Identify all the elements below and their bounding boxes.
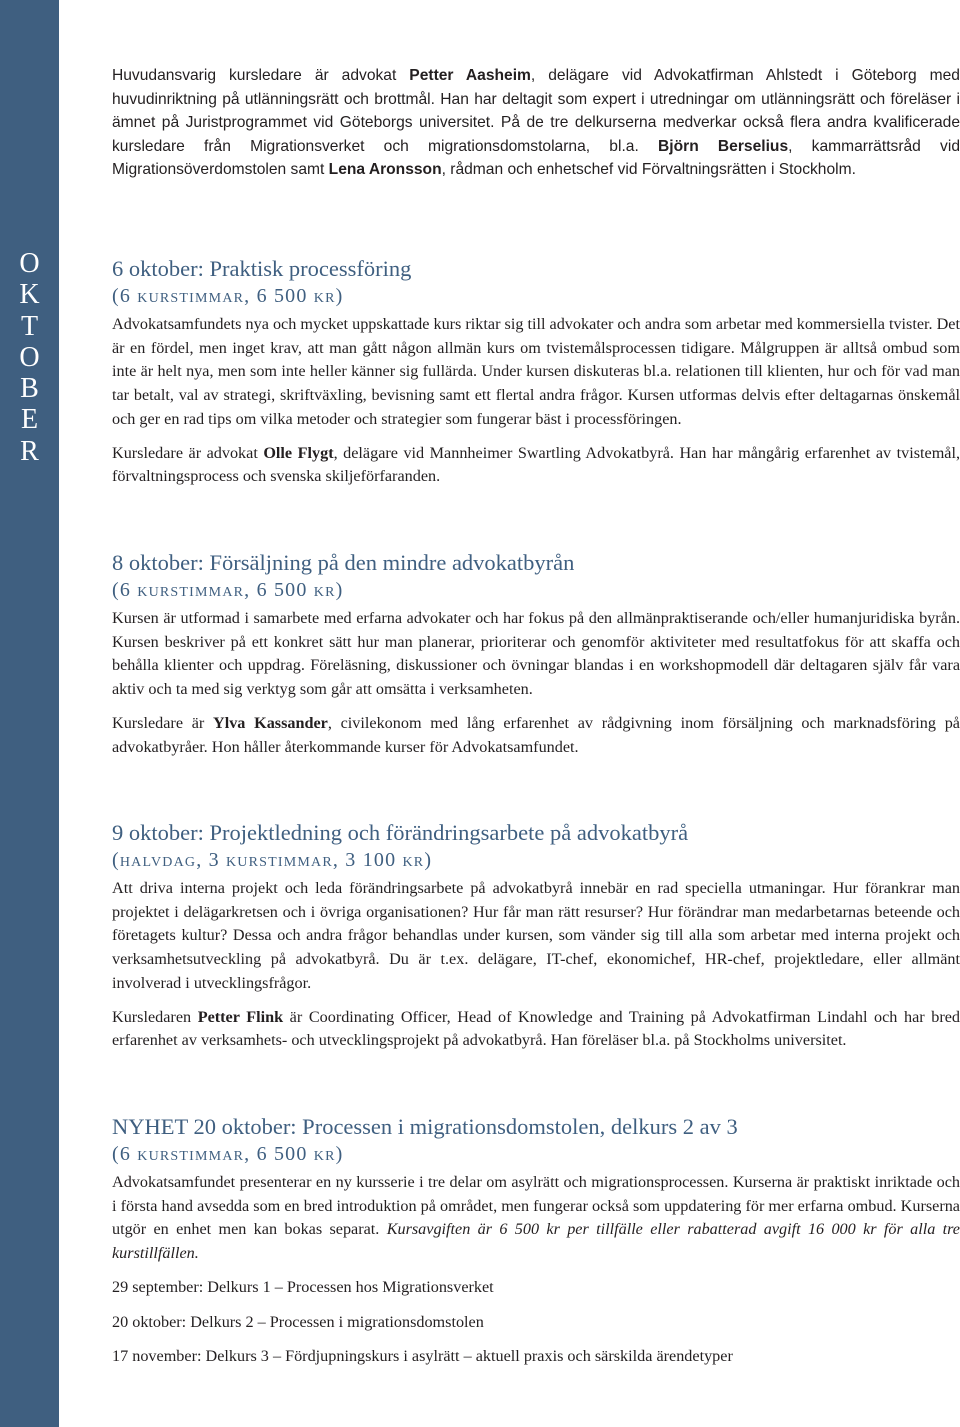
leader-text: Kursledare är: [112, 713, 214, 732]
course-title: 9 oktober: Projektledning och förändringsarbete på advokatbyrå: [112, 820, 689, 845]
course-meta: (6 kurstimmar, 6 500 kr): [112, 285, 344, 307]
intro-section: [112, 64, 960, 182]
course-description: Att driva interna projekt och leda förändringsarbete på advokatbyrå innebär en rad speciella utmaningar. Hur förankrar man projektet i delägarkretsen och i övriga organisationen? Hur får man rätt resurser? Hur förändrar man medarbetarnas beteende och företagets kultur? Dessa och andra frågor behandlas under kursen, som vänder sig till alla som arbetar med interna projekt och verksamhetsutveckling på advokatbyrå. Du är t.ex. delägare, IT-chef, ekonomichef, HR-chef, projektledare, eller allmänt involverad i utvecklingsfrågor.: [112, 879, 960, 992]
course-title: 6 oktober: Praktisk processföring: [112, 256, 412, 281]
leader-text: , civilekonom med lång erfarenhet av rådgivning inom försäljning och marknadsföring på advokatbyråer. Hon håller återkommande kurser för Advokatsamfundet.: [112, 713, 960, 756]
course-description: [112, 1171, 960, 1266]
month-letter: B: [20, 373, 39, 405]
month-letter: O: [19, 248, 40, 279]
course-text: Advokatsamfundet presenterar en ny kursserie i tre delar om asylrätt och migrationsprocessen. Kurserna är praktiskt inriktade och i första hand avsedda som en bred introduktion på området, men fungerar också som uppdatering för mer erfarna ombud. Kurserna utgör en enhet men kan bokas separat.: [112, 1173, 960, 1239]
schedule-item: 29 september: Delkurs 1 – Processen hos Migrationsverket: [112, 1277, 494, 1296]
course-description: Kursen är utformad i samarbete med erfarna advokater och har fokus på den allmänpraktiserande och/eller humanjuridiska byrån. Kursen beskriver på ett konkret sätt hur man planerar, prioriterar och genomför aktiviteter med resultatfokus för att skaffa och behålla klienter och uppdrag. Föreläsning, diskussioner och övningar blandas i en workshopmodell där deltagaren själv får vara aktiv och ta med sig verktyg som går att omsätta i verksamheten.: [112, 609, 960, 699]
leader-name: Petter Aasheim: [409, 67, 531, 84]
course-title: NYHET 20 oktober: Processen i migrationsdomstolen, delkurs 2 av 3: [112, 1114, 738, 1139]
month-letter: T: [20, 310, 39, 342]
month-label-vertical: [0, 248, 59, 467]
course-schedule: [112, 1276, 960, 1369]
leader-name: Lena Aronsson: [328, 161, 442, 179]
leader-text: Kursledare är advokat: [112, 443, 264, 462]
leader-name: Björn Berselius: [658, 137, 789, 155]
schedule-item: 20 oktober: Delkurs 2 – Processen i migrationsdomstolen: [112, 1312, 484, 1331]
intro-text: , delägare vid Advokatfirman Ahlstedt i Göteborg med huvudinriktning på utlänningsrätt och brottmål. Han har deltagit som expert i utredningar om utlänningsrätt och föreläser i ämnet på Juristprogrammet vid Göteborgs universitet. På de tre delkurserna medverkar också flera andra kvalificerade kursledare från Migrationsverket och migrationsdomstolarna, bl.a.: [112, 67, 960, 155]
course-section: [112, 1113, 960, 1380]
course-meta: (6 kurstimmar, 6 500 kr): [112, 1143, 344, 1165]
leader-name: Petter Flink: [197, 1007, 284, 1026]
course-section: [112, 255, 960, 489]
intro-paragraph: [112, 64, 960, 182]
schedule-item: 17 november: Delkurs 3 – Fördjupningskurs i asylrätt – aktuell praxis och särskilda ärendetyper: [112, 1347, 733, 1366]
course-leader: [112, 442, 960, 489]
intro-text: , rådman och enhetschef vid Förvaltningsrätten i Stockholm.: [441, 161, 856, 179]
intro-text: , kammarrättsråd vid Migrationsöverdomstolen samt: [112, 137, 960, 179]
leader-name: Ylva Kassander: [213, 713, 328, 732]
month-sidebar: [0, 0, 59, 1427]
course-leader: [112, 1006, 960, 1053]
course-section: [112, 549, 960, 759]
course-title: 8 oktober: Försäljning på den mindre advokatbyrån: [112, 550, 575, 575]
leader-name: Olle Flygt: [263, 443, 334, 462]
month-letter: O: [19, 341, 40, 373]
course-description: Advokatsamfundets nya och mycket uppskattade kurs riktar sig till advokater och andra som arbetar med kommersiella tvister. Det är en fördel, men inget krav, att man gått någon allmän kurs om tvistemålsprocessen tidigare. Målgruppen är alltså ombud som inte är helt nya, men som inte heller känner sig fullärda. Under kursen diskuteras bl.a. relationen till klienten, hur och för vad man tar betalt, val av strategi, skriftväxling, bevisning samt ett flertal andra frågor. Kursen utformas delvis efter deltagarnas önskemål och ger en rad tips om vilka metoder och strategier som fungerar bäst i processföringen.: [112, 315, 960, 428]
leader-text: Kursledaren: [112, 1007, 198, 1026]
month-letter: E: [20, 404, 39, 436]
month-letter: R: [20, 435, 39, 467]
intro-text: Huvudansvarig kursledare är advokat: [112, 67, 410, 84]
course-price-note: Kursavgiften är 6 500 kr per tillfälle eller rabatterad avgift 16 000 kr för alla tre kurstillfällen.: [112, 1220, 960, 1263]
leader-text: , delägare vid Mannheimer Swartling Advokatbyrå. Han har mångårig erfarenhet av tvistemål, förvaltningsprocess och svenska skiljeförfaranden.: [112, 443, 960, 486]
course-leader: [112, 712, 960, 759]
leader-text: är Coordinating Officer, Head of Knowledge and Training på Advokatfirman Lindahl och har bred erfarenhet av verksamhets- och utvecklingsprojekt på advokatbyrå. Han föreläser bl.a. på Stockholms universitet.: [112, 1007, 960, 1050]
course-section: [112, 819, 960, 1053]
course-meta: (6 kurstimmar, 6 500 kr): [112, 579, 344, 601]
course-meta: (halvdag, 3 kurstimmar, 3 100 kr): [112, 849, 433, 871]
month-letter: K: [19, 279, 40, 311]
